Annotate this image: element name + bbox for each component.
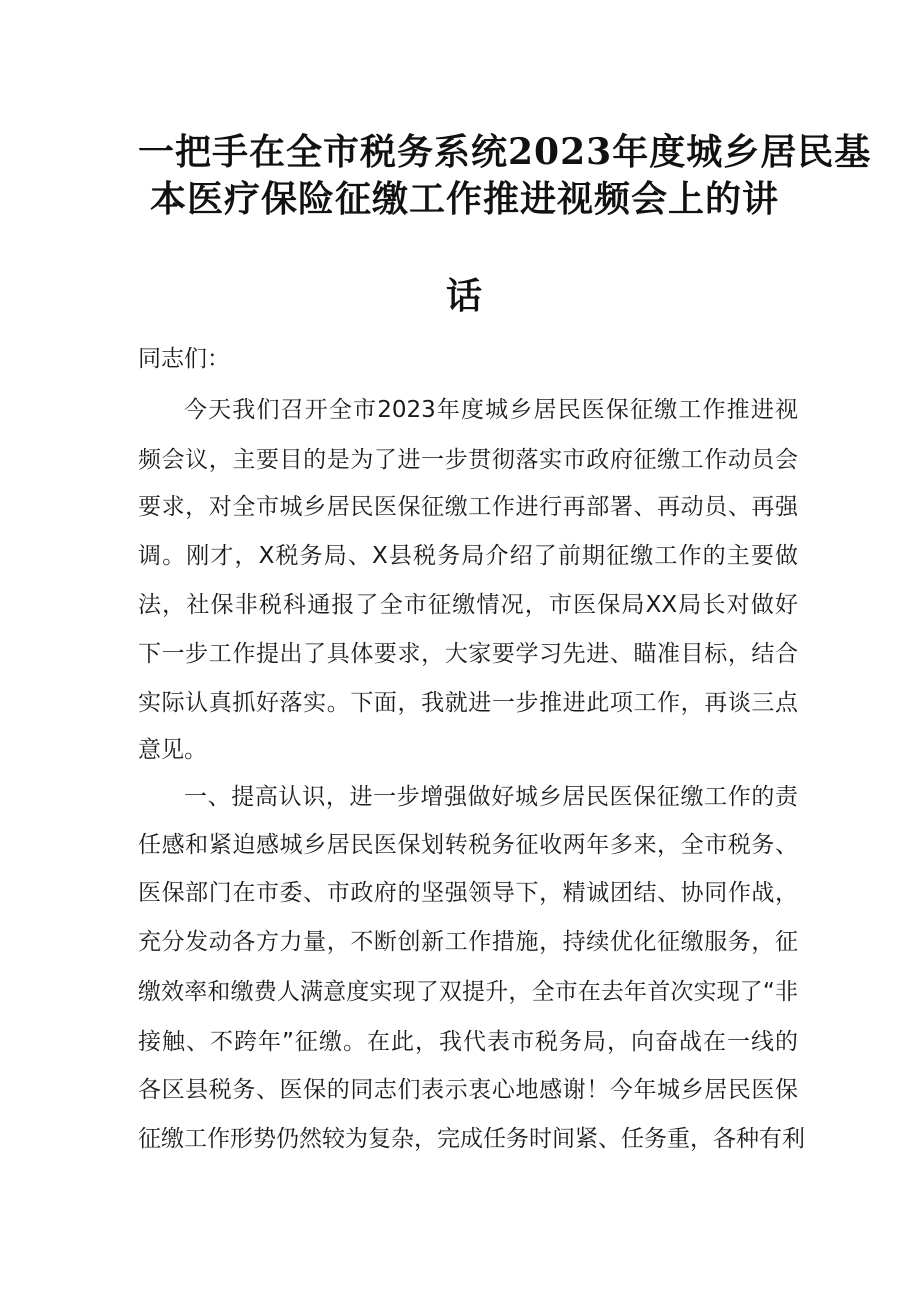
document-title-line-2: 本医疗保险征缴工作推进视频会上的讲 (150, 178, 780, 220)
paragraph-2-line: 充分发动各方力量，不断创新工作措施，持续优化征缴服务，征 (138, 929, 798, 955)
paragraph-1-line: 今天我们召开全市2023年度城乡居民医保征缴工作推进视 (184, 397, 798, 423)
paragraph-2-line: 接触、不跨年”征缴。在此，我代表市税务局，向奋战在一线的 (138, 1029, 798, 1055)
salutation: 同志们： (138, 346, 230, 372)
paragraph-1-line: 下一步工作提出了具体要求，大家要学习先进、瞄准目标，结合 (138, 641, 798, 667)
paragraph-1-line: 法，社保非税科通报了全市征缴情况，市医保局XX局长对做好 (138, 592, 798, 618)
paragraph-1-line: 频会议，主要目的是为了进一步贯彻落实市政府征缴工作动员会 (138, 447, 798, 473)
paragraph-2-line: 各区县税务、医保的同志们表示衷心地感谢！今年城乡居民医保 (138, 1077, 798, 1103)
paragraph-2-line: 任感和紧迫感城乡居民医保划转税务征收两年多来，全市税务、 (138, 832, 798, 858)
paragraph-2-line: 一、提高认识，进一步增强做好城乡居民医保征缴工作的责 (184, 784, 798, 810)
document-title-line-1: 一把手在全市税务系统2023年度城乡居民基 (138, 131, 872, 173)
document-title-line-3: 话 (446, 275, 483, 317)
paragraph-1-line: 要求，对全市城乡居民医保征缴工作进行再部署、再动员、再强 (138, 494, 798, 520)
paragraph-2-line: 医保部门在市委、市政府的坚强领导下，精诚团结、协同作战， (138, 880, 798, 906)
paragraph-2-line: 征缴工作形势仍然较为复杂，完成任务时间紧、任务重，各种有利 (138, 1126, 805, 1152)
paragraph-1-line: 调。刚才，X税务局、X县税务局介绍了前期征缴工作的主要做 (138, 543, 798, 569)
paragraph-1-line: 意见。 (138, 737, 207, 763)
paragraph-1-line: 实际认真抓好落实。下面，我就进一步推进此项工作，再谈三点 (138, 690, 798, 716)
paragraph-2-line: 缴效率和缴费人满意度实现了双提升，全市在去年首次实现了“非 (138, 979, 798, 1005)
